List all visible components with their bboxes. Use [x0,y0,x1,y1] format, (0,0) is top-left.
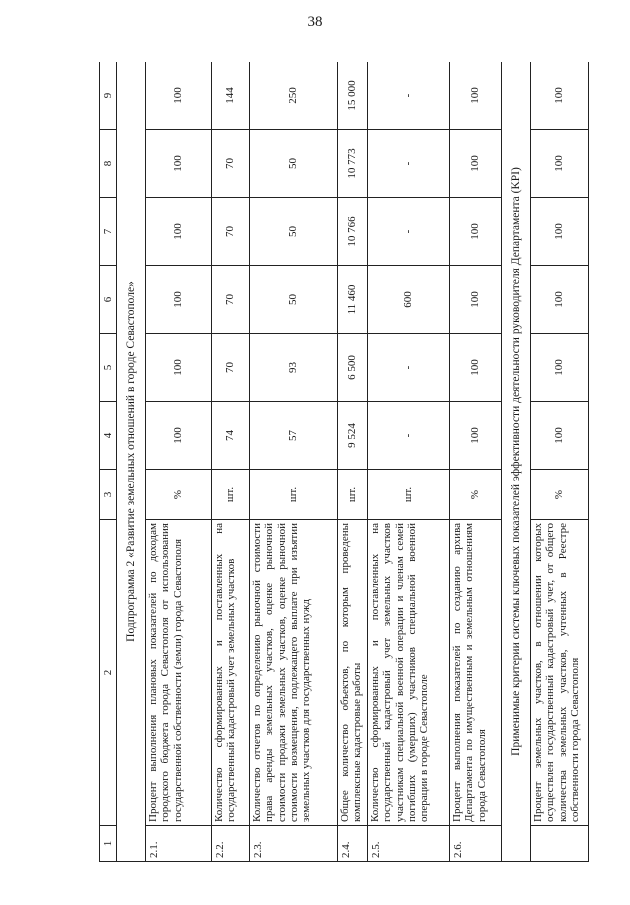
value-cell: - [368,130,450,198]
value-cell: 100 [450,266,502,334]
value-cell: 9 524 [338,402,368,470]
unit-cell: % [450,470,502,520]
rotated-table-frame [99,62,592,862]
indicator-name: Количество сформированных и поставленных на государственный кадастровый учет земельных участков участникам специальной военной операции и членам семей погибших (умерших) участников специальной военной операции в городе Севастополе [368,520,450,826]
value-cell: 11 460 [338,266,368,334]
unit-cell: шт. [250,470,338,520]
value-cell: 250 [250,62,338,130]
value-cell: 50 [250,266,338,334]
indicator-name: Процент земельных участков, в отношении которых осуществлен государственный кадастровый учет, от общего количества земельных участков, учтенных в Реестре собственности города Севастополя [531,520,589,826]
table-row [338,62,368,862]
column-number-row [100,62,117,862]
column-number: 2 [100,520,117,826]
value-cell: 144 [212,62,250,130]
row-number: 2.3. [250,826,338,862]
value-cell: 10 773 [338,130,368,198]
value-cell: 100 [531,266,589,334]
section-row [502,62,531,862]
value-cell: 100 [146,266,212,334]
unit-cell: шт. [212,470,250,520]
column-number: 4 [100,402,117,470]
value-cell: 70 [212,334,250,402]
value-cell: 50 [250,130,338,198]
row-number: 2.2. [212,826,250,862]
table-row [531,62,589,862]
value-cell: 100 [450,130,502,198]
value-cell: 100 [146,198,212,266]
unit-cell: % [531,470,589,520]
section-title: Подпрограмма 2 «Развитие земельных отношений в городе Севастополе» [117,62,146,862]
value-cell: 70 [212,198,250,266]
table-row [450,62,502,862]
column-number: 3 [100,470,117,520]
value-cell: - [368,402,450,470]
indicator-name: Процент выполнения плановых показателей по доходам городского бюджета города Севастополя от использования государственной собственности (земли) города Севастополя [146,520,212,826]
value-cell: 70 [212,130,250,198]
indicators-table [99,62,589,862]
value-cell: 74 [212,402,250,470]
column-number: 8 [100,130,117,198]
unit-cell: шт. [338,470,368,520]
value-cell: 15 000 [338,62,368,130]
column-number: 5 [100,334,117,402]
section-title: Применимые критерии системы ключевых показателей эффективности деятельности руководителя Департамента (KPI) [502,62,531,862]
rotated-table-content [99,62,592,862]
value-cell: 70 [212,266,250,334]
value-cell: 6 500 [338,334,368,402]
column-number: 1 [100,826,117,862]
value-cell: 100 [531,62,589,130]
value-cell: - [368,62,450,130]
value-cell: 100 [450,334,502,402]
column-number: 6 [100,266,117,334]
value-cell: 100 [146,334,212,402]
indicator-name: Процент выполнения показателей по созданию архива Департамента по имущественным и земельным отношениям города Севастополя [450,520,502,826]
row-number [531,826,589,862]
row-number: 2.1. [146,826,212,862]
indicator-name: Количество отчетов по определению рыночной стоимости права аренды земельных участков, оценке рыночной стоимости продажи земельных участков, оценке рыночной стоимости возмещения, подлежащего выплате при изъятии земельных участков для государственных нужд [250,520,338,826]
value-cell: 10 766 [338,198,368,266]
value-cell: 100 [450,402,502,470]
table-row [212,62,250,862]
table-row [250,62,338,862]
value-cell: 100 [531,402,589,470]
value-cell: 100 [146,402,212,470]
column-number: 9 [100,62,117,130]
value-cell: 93 [250,334,338,402]
value-cell: 100 [531,130,589,198]
value-cell: 100 [531,334,589,402]
value-cell: - [368,334,450,402]
value-cell: 100 [146,62,212,130]
value-cell: - [368,198,450,266]
row-number: 2.6. [450,826,502,862]
value-cell: 57 [250,402,338,470]
value-cell: 50 [250,198,338,266]
row-number: 2.5. [368,826,450,862]
row-number: 2.4. [338,826,368,862]
unit-cell: шт. [368,470,450,520]
value-cell: 100 [450,198,502,266]
table-row [146,62,212,862]
indicator-name: Общее количество объектов, по которым проведены комплексные кадастровые работы [338,520,368,826]
section-row [117,62,146,862]
unit-cell: % [146,470,212,520]
value-cell: 600 [368,266,450,334]
page-number: 38 [307,14,323,30]
value-cell: 100 [146,130,212,198]
table-row [368,62,450,862]
value-cell: 100 [531,198,589,266]
value-cell: 100 [450,62,502,130]
column-number: 7 [100,198,117,266]
indicator-name: Количество сформированных и поставленных на государственный кадастровый учет земельных участков [212,520,250,826]
